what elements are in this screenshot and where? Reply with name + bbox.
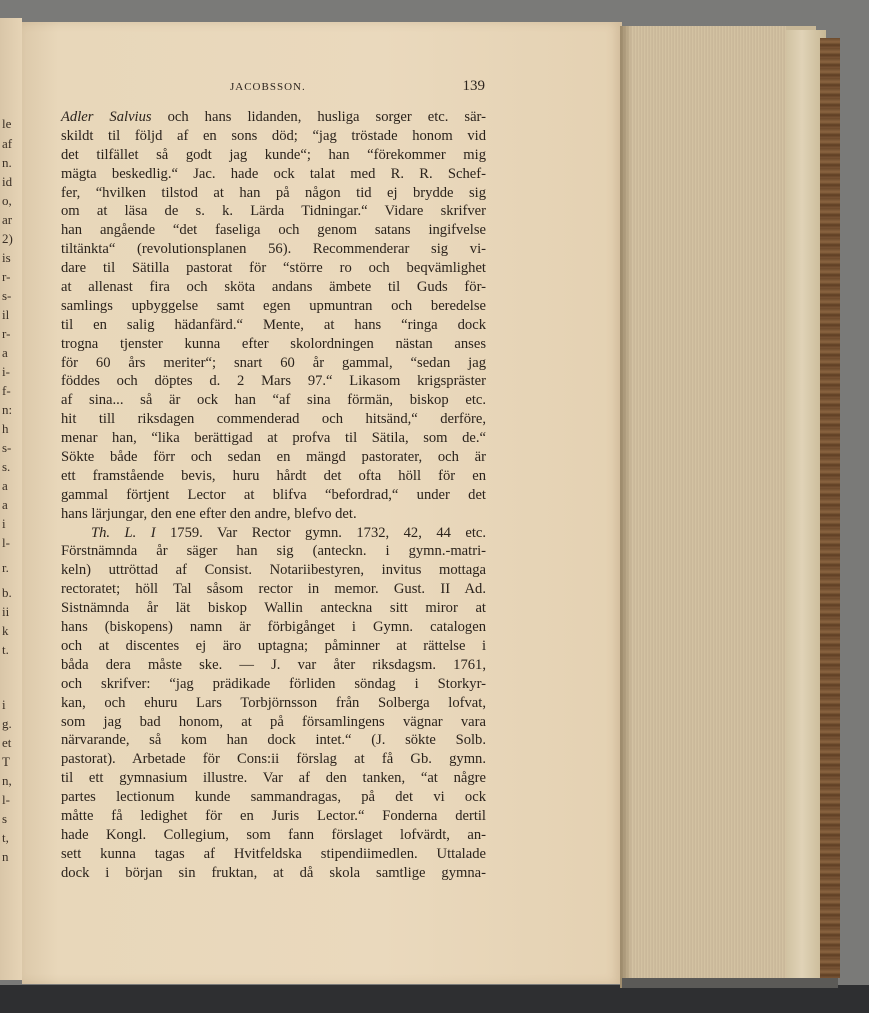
- text-line: [61, 845, 486, 864]
- text-segment: mägta beskedlig.“ Jac. hade ock talat med R. R. Schef-: [61, 165, 486, 182]
- text-segment: keln) uttröttad af Consist. Notariibestyren, invitus mottaga: [61, 562, 486, 579]
- margin-fragment: s-: [2, 440, 12, 455]
- text-segment: måtte få ledighet för en Juris Lector.“ Fonderna dertil: [61, 807, 486, 824]
- text-line: [61, 165, 486, 184]
- margin-fragment: is: [2, 250, 11, 265]
- text-segment: hit till riksdagen commenderad och hitsänd,“ derföre,: [61, 411, 486, 428]
- text-segment: trogna tjenster kunna efter skolordningen nästan anses: [61, 335, 486, 352]
- text-segment: tiltänkta“ (revolutionsplanen 56). Recommenderar sig vi-: [61, 241, 486, 258]
- text-line: [61, 221, 486, 240]
- text-line: [61, 769, 486, 788]
- text-segment: om at läsa de s. k. Lärda Tidningar.“ Vidare skrifver: [61, 203, 486, 220]
- text-line: [61, 486, 486, 505]
- margin-fragment: a: [2, 478, 8, 493]
- margin-fragment: s.: [2, 459, 11, 474]
- background-bottom: [0, 985, 869, 1013]
- text-line: [61, 675, 486, 694]
- text-segment: dock i början sin fruktan, at då skola samtlige gymna-: [61, 864, 486, 881]
- text-line: [61, 146, 486, 165]
- text-segment: Sökte både förr och sedan en mängd pastorater, och är: [61, 449, 486, 466]
- binding-spine: [820, 38, 840, 978]
- text-segment: partes lectionum kunde sammandragas, på det vi ock: [61, 789, 486, 806]
- margin-fragment: 2): [2, 231, 13, 246]
- margin-fragment: i: [2, 516, 6, 531]
- text-line: [61, 561, 486, 580]
- text-segment: samlings upbyggelse samt egen upmuntran och beredelse: [61, 297, 486, 314]
- margin-fragment: le: [2, 116, 12, 131]
- text-segment: föddes och döptes d. 2 Mars 97.“ Likasom krigspräster: [61, 373, 486, 390]
- text-line: [61, 372, 486, 391]
- text-line: [61, 335, 486, 354]
- text-segment: af sina... så är ock han “af sina förmän, biskop etc.: [61, 392, 486, 409]
- text-segment: dare til Sätilla pastorat för “större ro och beqvämlighet: [61, 260, 486, 277]
- text-line: [61, 750, 486, 769]
- margin-fragment: a: [2, 345, 8, 360]
- text-line: [61, 259, 486, 278]
- text-line: [61, 505, 486, 524]
- text-segment: hans lärjungar, den ene efter den andre, blefvo det.: [61, 505, 357, 522]
- text-line: [61, 599, 486, 618]
- text-line: [61, 316, 486, 335]
- margin-fragment: o,: [2, 193, 12, 208]
- text-line: [61, 127, 486, 146]
- margin-fragment: t,: [2, 830, 9, 845]
- italic-text: Th. L. I: [91, 524, 156, 541]
- text-line: [61, 240, 486, 259]
- text-line: [61, 788, 486, 807]
- text-line: [61, 297, 486, 316]
- text-line: [61, 354, 486, 373]
- margin-fragment: n:: [2, 402, 13, 417]
- margin-fragment: i: [2, 697, 6, 712]
- margin-fragment: il: [2, 307, 10, 322]
- text-line: [61, 448, 486, 467]
- text-segment: til en salig hädanfärd.“ Mente, at hans “ringa dock: [61, 316, 486, 333]
- text-line: [61, 618, 486, 637]
- text-line: [61, 807, 486, 826]
- text-segment: sett kunna tagas af Hvitfeldska stipendiimedlen. Uttalade: [61, 845, 486, 862]
- margin-fragment: af: [2, 136, 13, 151]
- text-segment: ett framstående bevis, huru hårdt det ofta höll för en: [61, 467, 486, 484]
- text-line: [61, 542, 486, 561]
- text-line: [61, 467, 486, 486]
- margin-fragment: r-: [2, 269, 11, 284]
- gutter-shadow: [620, 26, 632, 988]
- text-segment: skildt til följd af en sons död; “jag tröstade honom vid: [61, 127, 486, 144]
- text-segment: 1759. Var Rector gymn. 1732, 42, 44 etc.: [155, 524, 487, 541]
- margin-fragment: T: [2, 754, 10, 769]
- text-line: [61, 713, 486, 732]
- text-segment: som jag bad honom, at på församlingens vägnar vara: [61, 713, 486, 730]
- text-line: [61, 580, 486, 599]
- text-segment: rectoratet; höll Tal såsom rector in memor. Gust. II Ad.: [61, 581, 486, 598]
- text-segment: det tilfället så godt jag kunde“; han “förekommer mig: [61, 146, 486, 163]
- margin-fragment: ii: [2, 604, 10, 619]
- text-line: [61, 391, 486, 410]
- text-segment: han angående “det faseliga och genom satans ingifvelse: [61, 222, 486, 239]
- text-line: [61, 731, 486, 750]
- margin-fragment: id: [2, 174, 13, 189]
- page-number: 139: [462, 78, 485, 94]
- text-line: [61, 637, 486, 656]
- margin-fragment: b.: [2, 585, 12, 600]
- margin-fragment: s: [2, 811, 8, 826]
- text-segment: hans (biskopens) namn är förbigånget i Gymn. catalogen: [61, 619, 486, 636]
- margin-fragment: l-: [2, 792, 10, 807]
- text-segment: Sistnämnda år lät biskop Wallin anteckna sitt miror at: [61, 600, 486, 617]
- margin-fragment: ar: [2, 212, 13, 227]
- text-line: [61, 108, 486, 127]
- margin-fragment: l-: [2, 535, 10, 550]
- running-title: JACOBSSON.: [230, 81, 306, 93]
- text-segment: pastorat). Arbetade för Cons:ii förslag at få Gb. gymn.: [61, 751, 486, 768]
- text-segment: gammal förtjent Lector at blifva “befordrad,“ under det: [61, 486, 486, 503]
- text-segment: Förstnämnda år säger han sig (anteckn. i gymn.-matri-: [61, 543, 486, 560]
- text-segment: fer, “hvilken tilstod at han på någon tid ej brydde sig: [61, 184, 486, 201]
- text-segment: at allenast fira och sköta andans ämbete til Guds för-: [61, 279, 486, 296]
- margin-fragment: h: [2, 421, 9, 436]
- text-segment: båda dera måste ske. — J. var åter riksdagsm. 1761,: [61, 656, 486, 673]
- margin-fragment: k: [2, 623, 9, 638]
- previous-page-edge: [0, 18, 22, 980]
- text-line: [61, 656, 486, 675]
- margin-fragment: a: [2, 497, 8, 512]
- text-segment: för 60 års meriter“; snart 60 år gammal, “sedan jag: [61, 354, 486, 371]
- text-segment: hade Kongl. Collegium, som fann förslaget lofvärdt, an-: [61, 826, 486, 843]
- margin-fragment: n,: [2, 773, 12, 788]
- text-segment: och skrifver: “jag prädikade förliden söndag i Storkyr-: [61, 675, 486, 692]
- margin-fragment: t.: [2, 642, 9, 657]
- margin-fragment: f-: [2, 383, 11, 398]
- text-line: [61, 524, 486, 543]
- text-segment: kan, och ehuru Lars Torbjörnsson från Solberga lofvat,: [61, 694, 486, 711]
- cover-bottom-edge: [622, 978, 838, 988]
- page-stack-fore-edge: [620, 26, 786, 988]
- text-line: [61, 826, 486, 845]
- margin-fragment: et: [2, 735, 12, 750]
- text-line: [61, 429, 486, 448]
- text-line: [61, 694, 486, 713]
- text-line: [61, 184, 486, 203]
- margin-fragment: i-: [2, 364, 10, 379]
- italic-text: Adler Salvius: [61, 109, 152, 125]
- margin-fragment: n: [2, 849, 9, 864]
- text-segment: menar han, “lika berättigad at profva til Sätila, som de.“: [61, 430, 486, 447]
- text-segment: närvarande, så kom han dock intet.“ (J. sökte Solb.: [61, 732, 486, 749]
- body-text: [61, 108, 486, 883]
- text-line: [61, 864, 486, 883]
- text-line: [61, 202, 486, 221]
- margin-fragment: r-: [2, 326, 11, 341]
- margin-fragment: r.: [2, 560, 9, 575]
- text-segment: til ett gymnasium illustre. Var af den tanken, “at någre: [61, 770, 486, 787]
- margin-fragment: n.: [2, 155, 12, 170]
- text-line: [61, 278, 486, 297]
- margin-fragment: g.: [2, 716, 12, 731]
- text-line: [61, 410, 486, 429]
- text-segment: och at discentes ej äro uptagna; påminner at rättelse i: [61, 637, 486, 654]
- margin-fragment: s-: [2, 288, 12, 303]
- text-segment: och hans lidanden, husliga sorger etc. sär-: [151, 109, 486, 125]
